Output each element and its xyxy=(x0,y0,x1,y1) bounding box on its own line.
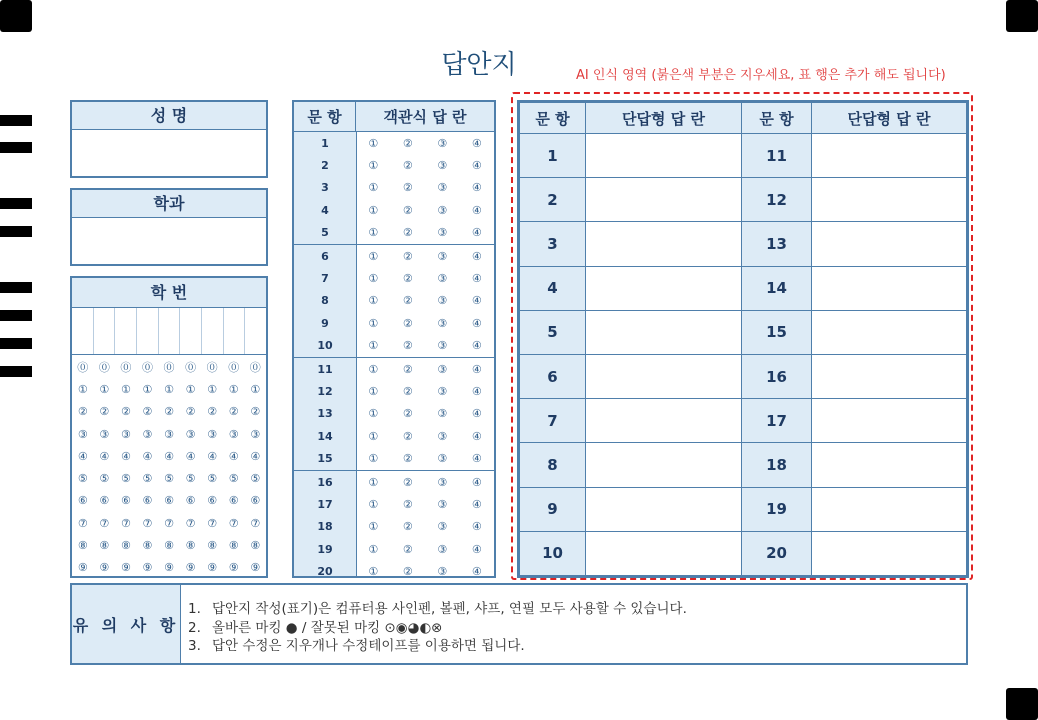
student-id-bubble[interactable]: ⑦ xyxy=(99,516,110,530)
mc-answer-bubble[interactable]: ③ xyxy=(437,249,448,263)
mc-answer-bubble[interactable]: ③ xyxy=(437,407,448,421)
student-id-bubble[interactable]: ① xyxy=(250,382,261,396)
mc-question-number: 11 xyxy=(317,362,333,376)
mc-question-row xyxy=(294,290,494,312)
ai-recognition-area xyxy=(511,92,973,580)
mc-answer-bubble[interactable]: ③ xyxy=(437,316,448,330)
mc-answer-bubble[interactable]: ④ xyxy=(471,542,482,556)
mc-question-number: 4 xyxy=(321,203,329,217)
student-id-bubble[interactable]: ⑥ xyxy=(250,494,261,508)
corner-mark-top-left xyxy=(0,0,32,32)
department-field[interactable] xyxy=(72,218,266,264)
mc-answer-bubble[interactable]: ② xyxy=(402,542,413,556)
mc-answer-bubble[interactable]: ② xyxy=(402,294,413,308)
student-id-bubble[interactable]: ① xyxy=(164,382,174,396)
student-id-bubble[interactable]: ④ xyxy=(99,449,110,463)
sa-question-number: 8 xyxy=(520,443,586,487)
mc-answer-bubble[interactable]: ② xyxy=(402,339,413,353)
student-id-bubble[interactable]: ③ xyxy=(164,427,174,441)
timing-mark xyxy=(0,338,32,349)
mc-answer-bubble[interactable]: ② xyxy=(402,565,413,579)
sa-question-number: 10 xyxy=(520,531,586,575)
timing-mark xyxy=(0,282,32,293)
mc-answer-bubble[interactable]: ② xyxy=(402,520,413,534)
student-id-bubble[interactable]: ③ xyxy=(250,427,261,441)
student-id-bubble[interactable]: ⑧ xyxy=(142,539,153,553)
sa-question-number: 16 xyxy=(742,354,812,398)
student-id-bubble-row xyxy=(72,378,266,400)
mc-answer-bubble[interactable]: ① xyxy=(368,316,379,330)
ai-recognition-note: AI 인식 영역 (붉은색 부분은 지우세요, 표 행은 추가 해도 됩니다) xyxy=(576,68,946,83)
student-id-bubble[interactable]: ⓪ xyxy=(249,361,261,375)
sa-question-number: 18 xyxy=(742,443,812,487)
student-id-bubble[interactable]: ⑦ xyxy=(250,516,261,530)
student-id-bubble[interactable]: ⑧ xyxy=(164,539,174,553)
student-id-bubble[interactable]: ⑨ xyxy=(228,561,239,575)
mc-answer-bubble[interactable]: ③ xyxy=(437,542,448,556)
note-item xyxy=(188,597,687,616)
multiple-choice-box xyxy=(292,100,496,578)
mc-answer-bubble[interactable]: ③ xyxy=(437,429,448,443)
mc-question-row xyxy=(294,538,494,560)
sa-question-number: 15 xyxy=(742,310,812,354)
student-id-bubble[interactable]: ② xyxy=(207,405,218,419)
mc-answer-bubble[interactable]: ① xyxy=(368,362,379,376)
mc-question-row xyxy=(294,358,494,380)
mc-answer-bubble[interactable]: ② xyxy=(402,136,413,150)
student-id-bubble[interactable]: ⓪ xyxy=(77,361,89,375)
sa-question-number: 14 xyxy=(742,266,812,310)
mc-question-number: 2 xyxy=(321,159,329,173)
mc-answer-bubble[interactable]: ① xyxy=(368,203,379,217)
student-id-label: 학 번 xyxy=(72,278,266,308)
student-id-bubble[interactable]: ⑦ xyxy=(164,516,174,530)
mc-answer-bubble[interactable]: ③ xyxy=(437,475,448,489)
student-id-bubble[interactable]: ① xyxy=(142,382,153,396)
student-id-bubble[interactable]: ⑤ xyxy=(164,472,174,486)
mc-question-row xyxy=(294,447,494,470)
sa-col-number: 문 항 xyxy=(520,103,586,134)
corner-mark-bottom-right xyxy=(1006,688,1038,720)
mc-answer-bubble[interactable]: ② xyxy=(402,203,413,217)
notes-label: 유 의 사 항 xyxy=(72,585,181,663)
mc-answer-bubble[interactable]: ④ xyxy=(471,249,482,263)
mc-answer-bubble[interactable]: ③ xyxy=(437,452,448,466)
sa-question-number: 13 xyxy=(742,222,812,266)
mc-answer-bubble[interactable]: ② xyxy=(402,429,413,443)
mc-answer-bubble[interactable]: ③ xyxy=(437,136,448,150)
note-item xyxy=(188,616,687,635)
mc-question-row xyxy=(294,312,494,334)
mc-question-number: 16 xyxy=(317,475,333,489)
mc-answer-bubble[interactable]: ③ xyxy=(437,384,448,398)
student-id-bubble[interactable]: ⓪ xyxy=(98,361,110,375)
student-id-bubble-row xyxy=(72,356,266,378)
mc-question-number: 19 xyxy=(317,542,333,556)
mc-question-row xyxy=(294,132,494,154)
student-id-bubble[interactable]: ⑤ xyxy=(185,472,196,486)
mc-answer-bubble[interactable]: ① xyxy=(368,475,379,489)
mc-answer-bubble[interactable]: ③ xyxy=(437,272,448,286)
mc-question-row xyxy=(294,403,494,425)
timing-mark xyxy=(0,226,32,237)
mc-answer-bubble[interactable]: ④ xyxy=(471,159,482,173)
mc-question-row xyxy=(294,425,494,447)
student-id-bubble[interactable]: ④ xyxy=(164,449,174,463)
name-label: 성 명 xyxy=(72,102,266,130)
timing-mark xyxy=(0,115,32,126)
sa-question-number: 4 xyxy=(520,266,586,310)
mc-answer-bubble[interactable]: ② xyxy=(402,497,413,511)
student-id-bubble[interactable]: ⑧ xyxy=(250,539,261,553)
student-id-bubble[interactable]: ⑤ xyxy=(77,472,88,486)
mc-answer-bubble[interactable]: ① xyxy=(368,429,379,443)
note-number: 1. xyxy=(188,601,201,617)
mc-question-row xyxy=(294,177,494,199)
mc-question-number: 10 xyxy=(317,339,333,353)
mc-answer-bubble[interactable]: ④ xyxy=(471,452,482,466)
sa-question-number: 7 xyxy=(520,399,586,443)
student-id-bubble-row xyxy=(72,512,266,534)
mc-answer-bubble[interactable]: ③ xyxy=(437,294,448,308)
mc-answer-bubble[interactable]: ④ xyxy=(471,520,482,534)
mc-question-number: 14 xyxy=(317,429,333,443)
student-id-bubble[interactable]: ⑨ xyxy=(164,561,174,575)
student-id-bubble[interactable]: ⑦ xyxy=(77,516,88,530)
student-id-bubble[interactable]: ② xyxy=(142,405,153,419)
mc-answer-bubble[interactable]: ④ xyxy=(471,226,482,240)
mc-question-number: 8 xyxy=(321,294,329,308)
mc-answer-bubble[interactable]: ① xyxy=(368,249,379,263)
student-id-bubble[interactable]: ⑦ xyxy=(120,516,131,530)
sa-question-number: 9 xyxy=(520,487,586,531)
student-id-bubble[interactable]: ⑧ xyxy=(185,539,196,553)
student-id-bubble[interactable]: ② xyxy=(250,405,261,419)
student-id-bubble[interactable]: ⑤ xyxy=(142,472,153,486)
student-id-bubble[interactable]: ③ xyxy=(120,427,131,441)
student-id-bubble[interactable]: ⑥ xyxy=(164,494,174,508)
mc-answer-bubble[interactable]: ① xyxy=(368,272,379,286)
student-id-bubble[interactable]: ⑦ xyxy=(142,516,153,530)
student-id-bubble[interactable]: ⑧ xyxy=(207,539,218,553)
mc-answer-bubble[interactable]: ③ xyxy=(437,497,448,511)
mc-answer-bubble[interactable]: ② xyxy=(402,181,413,195)
student-id-bubble[interactable]: ⑦ xyxy=(207,516,218,530)
student-id-bubble[interactable]: ⑥ xyxy=(207,494,218,508)
timing-mark xyxy=(0,366,32,377)
mc-answer-bubble[interactable]: ④ xyxy=(471,181,482,195)
mc-answer-bubble[interactable]: ③ xyxy=(437,520,448,534)
student-id-bubble[interactable]: ⑦ xyxy=(185,516,196,530)
student-id-bubble[interactable]: ⑨ xyxy=(142,561,153,575)
department-box xyxy=(70,188,268,266)
mc-question-number: 7 xyxy=(321,272,329,286)
student-id-bubble[interactable]: ⑤ xyxy=(120,472,131,486)
student-id-bubble[interactable]: ⓪ xyxy=(141,361,153,375)
sa-question-number: 6 xyxy=(520,354,586,398)
student-id-bubble[interactable]: ⑨ xyxy=(120,561,131,575)
student-id-bubble[interactable]: ② xyxy=(228,405,239,419)
mc-answer-bubble[interactable]: ③ xyxy=(437,362,448,376)
timing-mark xyxy=(0,142,32,153)
mc-question-number: 3 xyxy=(321,181,329,195)
note-item xyxy=(188,634,687,653)
student-id-bubble[interactable]: ⓪ xyxy=(206,361,218,375)
mc-answer-bubble[interactable]: ① xyxy=(368,407,379,421)
mc-question-row xyxy=(294,516,494,538)
student-id-bubble[interactable]: ④ xyxy=(77,449,88,463)
student-id-write-cells[interactable] xyxy=(72,308,266,355)
mc-question-number: 17 xyxy=(317,497,333,511)
student-id-bubble[interactable]: ⑥ xyxy=(228,494,239,508)
mc-answer-bubble[interactable]: ② xyxy=(402,249,413,263)
mc-answer-bubble[interactable]: ② xyxy=(402,407,413,421)
sa-col-number: 문 항 xyxy=(742,103,812,134)
sa-question-number: 20 xyxy=(742,531,812,575)
note-text: 올바른 마킹 ● / 잘못된 마킹 ⊙◉◕◐⊗ xyxy=(212,619,443,636)
mc-answer-bubble[interactable]: ① xyxy=(368,452,379,466)
student-id-bubble[interactable]: ④ xyxy=(228,449,239,463)
mc-answer-bubble[interactable]: ③ xyxy=(437,203,448,217)
sa-question-number: 11 xyxy=(742,134,812,178)
note-text: 답안 수정은 지우개나 수정테이프를 이용하면 됩니다. xyxy=(212,638,525,654)
mc-answer-bubble[interactable]: ① xyxy=(368,520,379,534)
student-id-bubble[interactable]: ③ xyxy=(185,427,196,441)
student-id-bubble[interactable]: ① xyxy=(99,382,110,396)
mc-answer-bubble[interactable]: ① xyxy=(368,542,379,556)
mc-answer-bubble[interactable]: ③ xyxy=(437,181,448,195)
name-field[interactable] xyxy=(72,130,266,176)
student-id-box xyxy=(70,276,268,578)
student-id-bubble[interactable]: ④ xyxy=(120,449,131,463)
student-id-bubble-row xyxy=(72,490,266,512)
student-id-bubble[interactable]: ⑤ xyxy=(207,472,218,486)
mc-question-number: 20 xyxy=(317,565,333,579)
student-id-bubble[interactable]: ⑧ xyxy=(228,539,239,553)
mc-answer-bubble[interactable]: ① xyxy=(368,136,379,150)
mc-answer-bubble[interactable]: ④ xyxy=(471,384,482,398)
student-id-bubble[interactable]: ① xyxy=(228,382,239,396)
mc-answer-bubble[interactable]: ② xyxy=(402,272,413,286)
student-id-bubble-row xyxy=(72,445,266,467)
student-id-bubble[interactable]: ⑧ xyxy=(99,539,110,553)
mc-col-number: 문 항 xyxy=(294,102,356,131)
mc-answer-bubble[interactable]: ④ xyxy=(471,136,482,150)
mc-question-row xyxy=(294,560,494,582)
mc-question-number: 13 xyxy=(317,407,333,421)
sa-col-answer: 단답형 답 란 xyxy=(812,103,967,134)
note-number: 2. xyxy=(188,619,201,636)
mc-question-number: 6 xyxy=(321,249,329,263)
mc-answer-bubble[interactable]: ① xyxy=(368,384,379,398)
student-id-bubble[interactable]: ⓪ xyxy=(163,361,175,375)
student-id-bubble[interactable]: ② xyxy=(185,405,196,419)
mc-question-row xyxy=(294,493,494,515)
mc-question-number: 1 xyxy=(321,136,329,150)
student-id-bubble-row xyxy=(72,534,266,556)
student-id-bubble[interactable]: ① xyxy=(185,382,196,396)
student-id-bubbles xyxy=(72,356,266,579)
student-id-bubble[interactable]: ⑧ xyxy=(120,539,131,553)
sa-question-number: 3 xyxy=(520,222,586,266)
student-id-bubble-row xyxy=(72,401,266,423)
student-id-bubble[interactable]: ⑧ xyxy=(77,539,88,553)
mc-question-number: 18 xyxy=(317,520,333,534)
student-id-bubble[interactable]: ⑥ xyxy=(77,494,88,508)
student-id-bubble-row xyxy=(72,467,266,489)
student-id-bubble[interactable]: ⑥ xyxy=(142,494,153,508)
corner-mark-top-right xyxy=(1006,0,1038,32)
mc-answer-bubble[interactable]: ④ xyxy=(471,475,482,489)
mc-question-row xyxy=(294,380,494,402)
student-id-bubble[interactable]: ⑨ xyxy=(207,561,218,575)
mc-answer-bubble[interactable]: ① xyxy=(368,339,379,353)
sa-question-number: 17 xyxy=(742,399,812,443)
mc-answer-bubble[interactable]: ④ xyxy=(471,339,482,353)
student-id-bubble[interactable]: ③ xyxy=(99,427,110,441)
sa-question-number: 1 xyxy=(520,134,586,178)
mc-answer-bubble[interactable]: ③ xyxy=(437,159,448,173)
note-number: 3. xyxy=(188,638,201,654)
mc-answer-bubble[interactable]: ③ xyxy=(437,226,448,240)
mc-question-number: 5 xyxy=(321,226,329,240)
mc-answer-bubble[interactable]: ③ xyxy=(437,339,448,353)
student-id-bubble[interactable]: ④ xyxy=(207,449,218,463)
mc-answer-bubble[interactable]: ④ xyxy=(471,429,482,443)
mc-answer-bubble[interactable]: ④ xyxy=(471,272,482,286)
student-id-bubble[interactable]: ① xyxy=(120,382,131,396)
department-label: 학과 xyxy=(72,190,266,218)
mc-question-row xyxy=(294,267,494,289)
name-box xyxy=(70,100,268,178)
mc-header xyxy=(294,102,494,132)
mc-body xyxy=(294,132,494,579)
student-id-bubble[interactable]: ② xyxy=(120,405,131,419)
note-text: 답안지 작성(표기)은 컴퓨터용 사인펜, 볼펜, 샤프, 연필 모두 사용할 수 있습니다. xyxy=(212,601,687,617)
timing-mark xyxy=(0,310,32,321)
mc-answer-bubble[interactable]: ④ xyxy=(471,203,482,217)
mc-question-row xyxy=(294,199,494,221)
student-id-bubble[interactable]: ⓪ xyxy=(228,361,240,375)
mc-question-row xyxy=(294,222,494,245)
student-id-bubble[interactable]: ⑨ xyxy=(99,561,110,575)
student-id-bubble[interactable]: ⑤ xyxy=(250,472,261,486)
timing-mark xyxy=(0,198,32,209)
mc-answer-bubble[interactable]: ② xyxy=(402,226,413,240)
student-id-bubble[interactable]: ⓪ xyxy=(120,361,132,375)
mc-answer-bubble[interactable]: ② xyxy=(402,159,413,173)
sa-col-answer: 단답형 답 란 xyxy=(586,103,742,134)
student-id-bubble[interactable]: ② xyxy=(99,405,110,419)
student-id-bubble[interactable]: ③ xyxy=(207,427,218,441)
mc-answer-bubble[interactable]: ① xyxy=(368,565,379,579)
student-id-bubble-row xyxy=(72,423,266,445)
mc-answer-bubble[interactable]: ① xyxy=(368,497,379,511)
mc-question-row xyxy=(294,335,494,358)
student-id-bubble[interactable]: ⓪ xyxy=(185,361,197,375)
page-title: 답안지 xyxy=(441,50,517,80)
mc-answer-bubble[interactable]: ② xyxy=(402,316,413,330)
mc-question-number: 9 xyxy=(321,316,329,330)
mc-answer-bubble[interactable]: ④ xyxy=(471,294,482,308)
mc-answer-bubble[interactable]: ① xyxy=(368,294,379,308)
mc-question-number: 12 xyxy=(317,384,333,398)
student-id-bubble[interactable]: ⑤ xyxy=(228,472,239,486)
mc-answer-bubble[interactable]: ② xyxy=(402,362,413,376)
mc-answer-bubble[interactable]: ① xyxy=(368,159,379,173)
student-id-bubble[interactable]: ④ xyxy=(250,449,261,463)
student-id-bubble[interactable]: ④ xyxy=(142,449,153,463)
mc-answer-bubble[interactable]: ① xyxy=(368,226,379,240)
student-id-bubble[interactable]: ④ xyxy=(185,449,196,463)
student-id-bubble[interactable]: ⑨ xyxy=(250,561,261,575)
notes-box xyxy=(70,583,968,665)
mc-answer-bubble[interactable]: ③ xyxy=(437,565,448,579)
mc-answer-bubble[interactable]: ④ xyxy=(471,362,482,376)
student-id-bubble[interactable]: ⑤ xyxy=(99,472,110,486)
mc-answer-bubble[interactable]: ④ xyxy=(471,565,482,579)
mc-answer-bubble[interactable]: ② xyxy=(402,452,413,466)
mc-question-row xyxy=(294,471,494,493)
student-id-bubble[interactable]: ② xyxy=(164,405,174,419)
student-id-bubble[interactable]: ⑥ xyxy=(185,494,196,508)
mc-question-row xyxy=(294,154,494,176)
student-id-bubble[interactable]: ③ xyxy=(142,427,153,441)
sa-question-number: 5 xyxy=(520,310,586,354)
student-id-bubble[interactable]: ⑨ xyxy=(77,561,88,575)
student-id-bubble-row xyxy=(72,557,266,579)
mc-answer-bubble[interactable]: ④ xyxy=(471,497,482,511)
student-id-bubble[interactable]: ⑥ xyxy=(120,494,131,508)
student-id-bubble[interactable]: ③ xyxy=(228,427,239,441)
student-id-bubble[interactable]: ① xyxy=(77,382,88,396)
student-id-bubble[interactable]: ⑦ xyxy=(228,516,239,530)
sa-question-number: 12 xyxy=(742,178,812,222)
student-id-bubble[interactable]: ③ xyxy=(77,427,88,441)
sa-question-number: 2 xyxy=(520,178,586,222)
student-id-bubble[interactable]: ⑥ xyxy=(99,494,110,508)
mc-answer-bubble[interactable]: ② xyxy=(402,475,413,489)
student-id-bubble[interactable]: ① xyxy=(207,382,218,396)
mc-answer-bubble[interactable]: ④ xyxy=(471,316,482,330)
sa-question-number: 19 xyxy=(742,487,812,531)
mc-answer-bubble[interactable]: ① xyxy=(368,181,379,195)
mc-answer-bubble[interactable]: ④ xyxy=(471,407,482,421)
student-id-bubble[interactable]: ② xyxy=(77,405,88,419)
mc-question-row xyxy=(294,245,494,267)
mc-question-number: 15 xyxy=(317,452,333,466)
mc-col-answer: 객관식 답 란 xyxy=(383,108,467,126)
notes-list xyxy=(188,597,687,653)
mc-answer-bubble[interactable]: ② xyxy=(402,384,413,398)
student-id-bubble[interactable]: ⑨ xyxy=(185,561,196,575)
